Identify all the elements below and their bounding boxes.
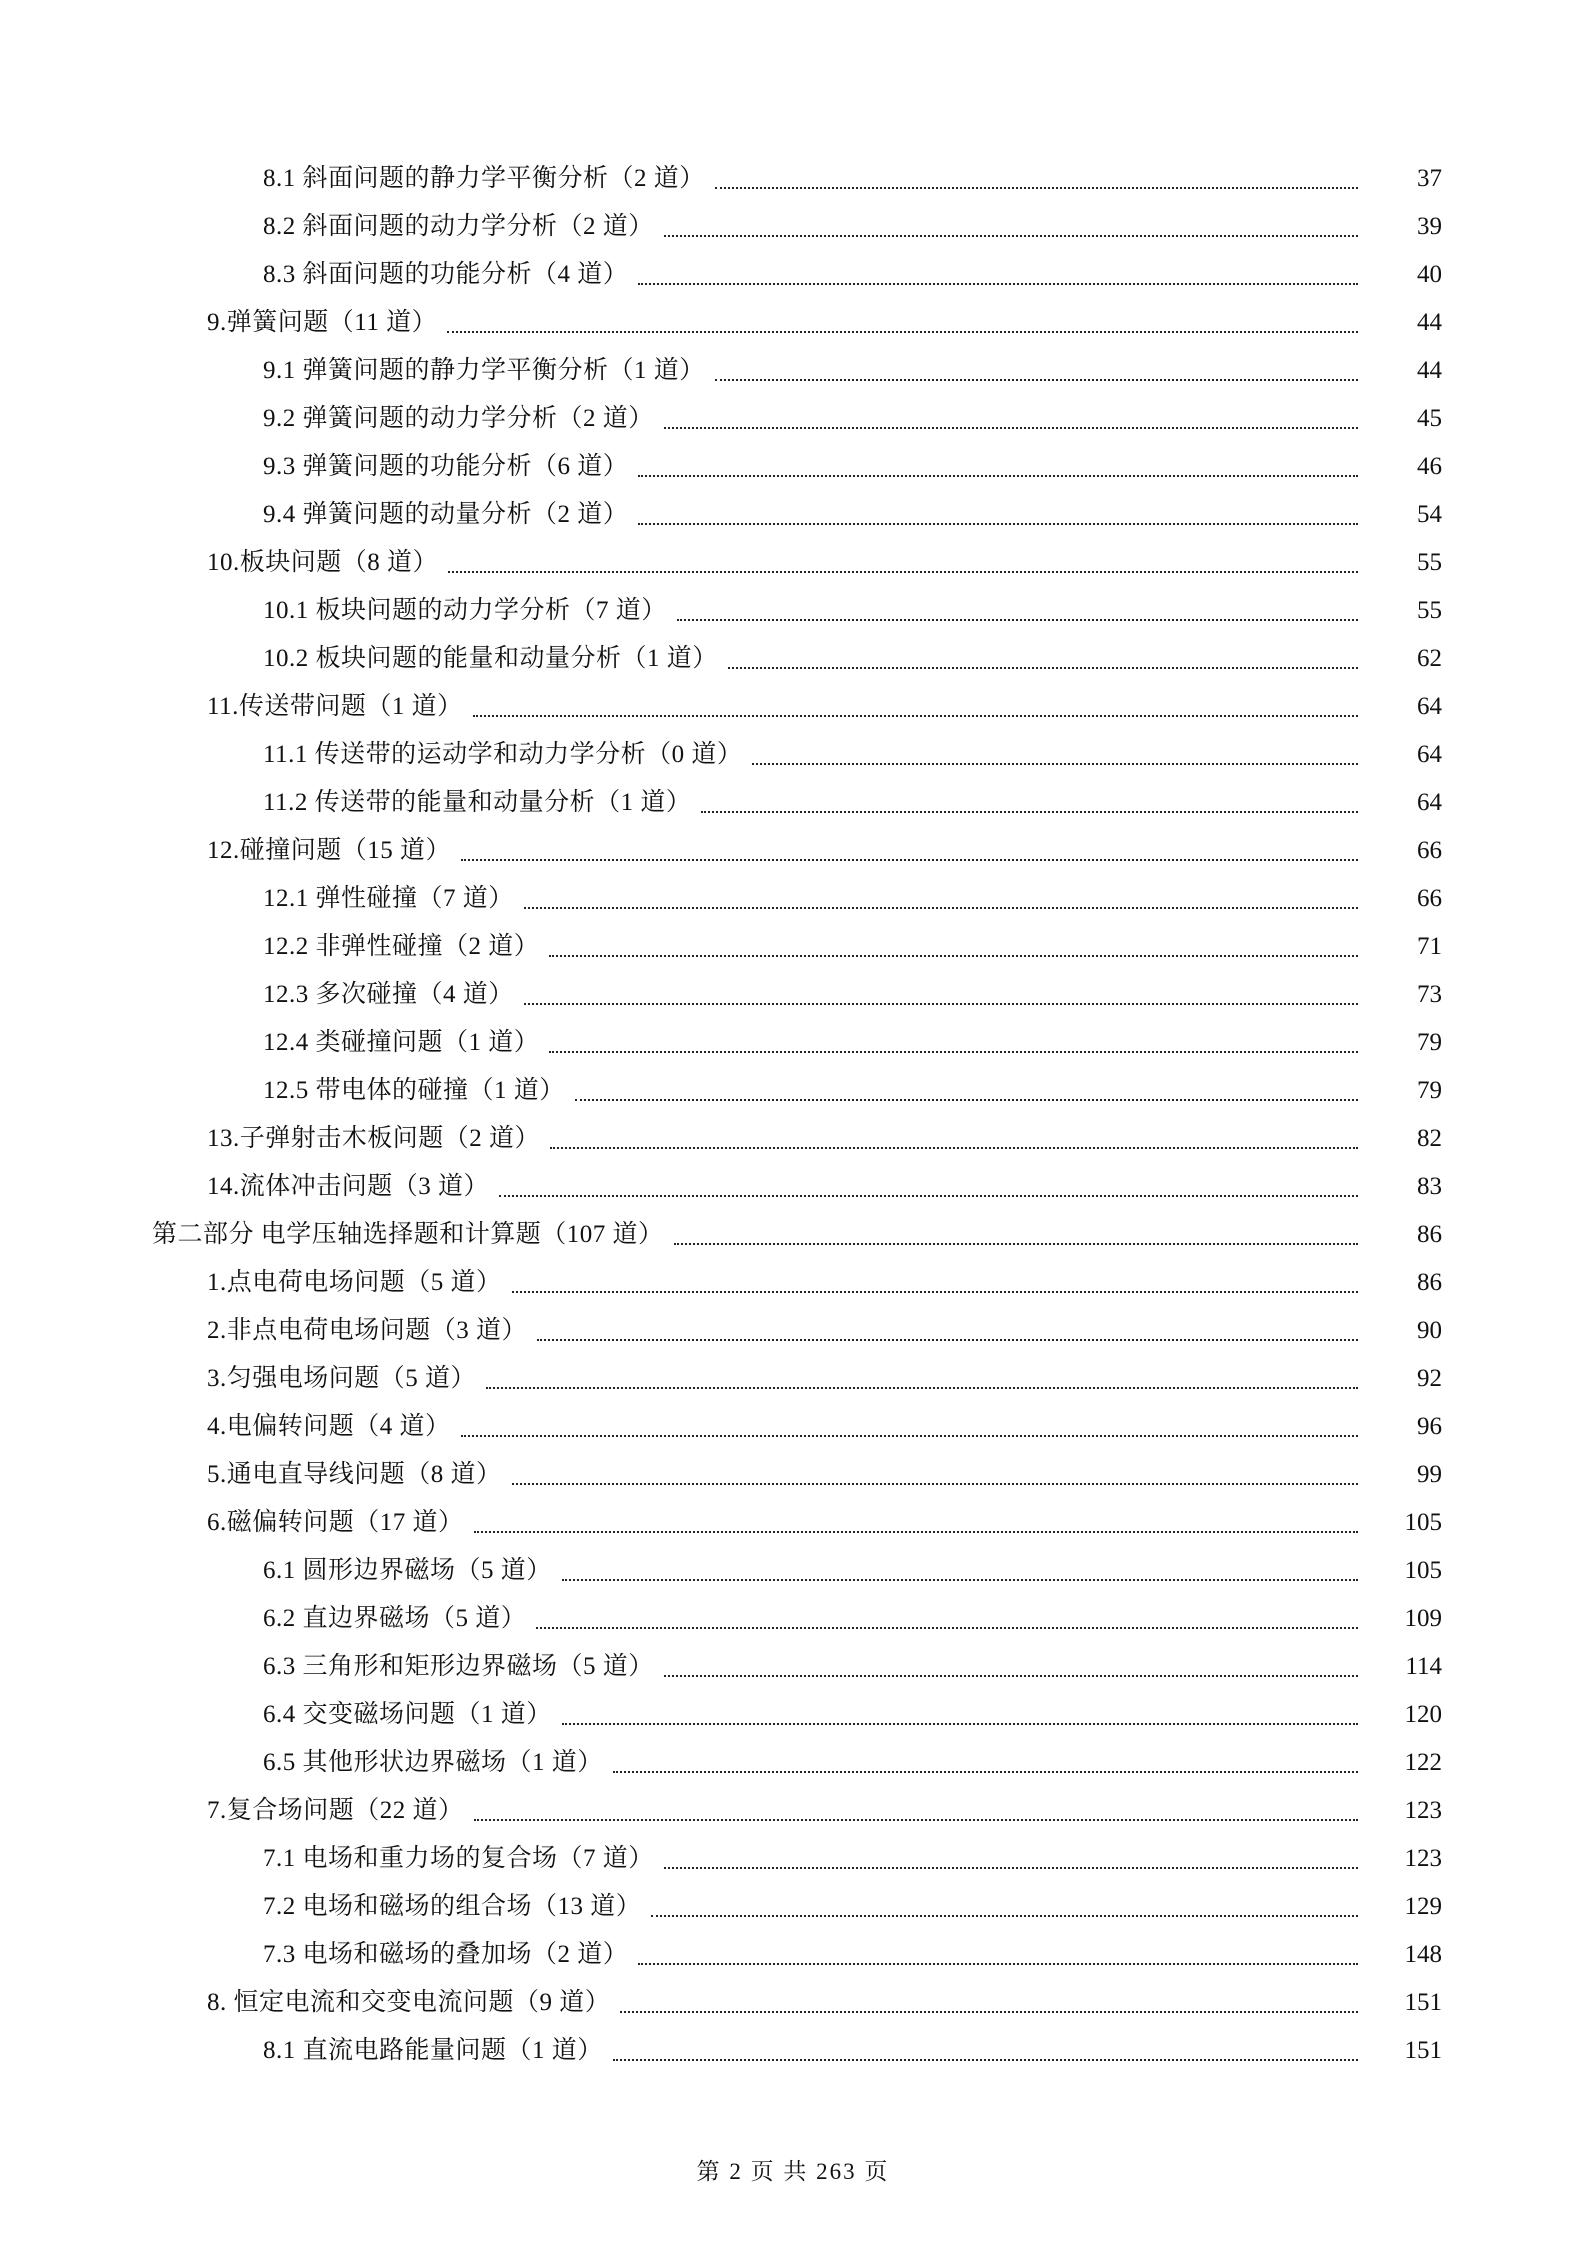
toc-entry-page-number: 92 <box>1417 1365 1442 1392</box>
toc-dot-leader <box>486 1387 1358 1389</box>
toc-dot-leader <box>651 1915 1358 1917</box>
toc-entry-title: 6.2 直边界磁场（5 道） <box>263 1605 527 1632</box>
toc-entry-page-number: 151 <box>1404 1989 1442 2016</box>
toc-entry[interactable] <box>0 729 1586 777</box>
toc-dot-leader <box>638 523 1358 525</box>
toc-dot-leader <box>664 1867 1358 1869</box>
toc-dot-leader <box>448 571 1358 573</box>
toc-entry-title: 10.板块问题（8 道） <box>207 549 439 576</box>
toc-entry-page-number: 99 <box>1417 1461 1442 1488</box>
toc-entry[interactable] <box>0 777 1586 825</box>
toc-entry[interactable] <box>0 201 1586 249</box>
toc-entry-page-number: 83 <box>1417 1173 1442 1200</box>
toc-entry-title: 9.3 弹簧问题的功能分析（6 道） <box>263 453 629 480</box>
toc-dot-leader <box>474 1819 1358 1821</box>
toc-dot-leader <box>499 1195 1358 1197</box>
toc-entry-title: 8.1 斜面问题的静力学平衡分析（2 道） <box>263 165 705 192</box>
toc-entry[interactable] <box>0 633 1586 681</box>
toc-dot-leader <box>461 859 1358 861</box>
toc-entry-page-number: 151 <box>1404 2037 1442 2064</box>
toc-entry[interactable] <box>0 441 1586 489</box>
toc-entry-page-number: 71 <box>1417 933 1442 960</box>
toc-entry-title: 12.3 多次碰撞（4 道） <box>263 981 514 1008</box>
toc-entry[interactable] <box>0 1449 1586 1497</box>
toc-entry[interactable] <box>0 1977 1586 2025</box>
toc-entry-title: 6.5 其他形状边界磁场（1 道） <box>263 1749 603 1776</box>
toc-dot-leader <box>613 2059 1358 2061</box>
toc-entry-title: 7.3 电场和磁场的叠加场（2 道） <box>263 1941 629 1968</box>
toc-dot-leader <box>674 1243 1358 1245</box>
toc-entry-page-number: 64 <box>1417 741 1442 768</box>
toc-dot-leader <box>461 1435 1358 1437</box>
toc-dot-leader <box>549 955 1358 957</box>
toc-entry[interactable] <box>0 2025 1586 2073</box>
toc-entry-title: 9.1 弹簧问题的静力学平衡分析（1 道） <box>263 357 705 384</box>
page-footer: 第 2 页 共 263 页 <box>696 2159 890 2184</box>
toc-entry-page-number: 40 <box>1417 261 1442 288</box>
toc-entry-title: 6.3 三角形和矩形边界磁场（5 道） <box>263 1653 654 1680</box>
toc-entry-page-number: 86 <box>1417 1269 1442 1296</box>
table-of-contents <box>0 153 1586 2073</box>
toc-entry[interactable] <box>0 1209 1586 1257</box>
toc-entry-page-number: 123 <box>1404 1797 1442 1824</box>
toc-dot-leader <box>524 907 1358 909</box>
toc-dot-leader <box>512 1483 1358 1485</box>
toc-entry-title: 8. 恒定电流和交变电流问题（9 道） <box>207 1989 611 2016</box>
toc-entry[interactable] <box>0 1641 1586 1689</box>
toc-dot-leader <box>537 1339 1358 1341</box>
toc-entry[interactable] <box>0 1017 1586 1065</box>
toc-dot-leader <box>536 1627 1358 1629</box>
toc-entry-page-number: 105 <box>1404 1509 1442 1536</box>
toc-entry-title: 9.弹簧问题（11 道） <box>207 309 438 336</box>
toc-entry-page-number: 73 <box>1417 981 1442 1008</box>
toc-entry[interactable] <box>0 1401 1586 1449</box>
toc-entry[interactable] <box>0 1353 1586 1401</box>
toc-entry-page-number: 120 <box>1404 1701 1442 1728</box>
toc-dot-leader <box>638 475 1358 477</box>
toc-entry-title: 12.1 弹性碰撞（7 道） <box>263 885 514 912</box>
toc-entry[interactable] <box>0 1833 1586 1881</box>
toc-dot-leader <box>677 619 1358 621</box>
toc-entry[interactable] <box>0 345 1586 393</box>
toc-entry[interactable] <box>0 825 1586 873</box>
toc-entry-title: 3.匀强电场问题（5 道） <box>207 1365 477 1392</box>
toc-entry-title: 6.4 交变磁场问题（1 道） <box>263 1701 552 1728</box>
toc-entry[interactable] <box>0 1929 1586 1977</box>
toc-entry-page-number: 90 <box>1417 1317 1442 1344</box>
toc-entry-title: 5.通电直导线问题（8 道） <box>207 1461 502 1488</box>
toc-dot-leader <box>512 1291 1358 1293</box>
toc-dot-leader <box>613 1771 1358 1773</box>
toc-dot-leader <box>715 187 1358 189</box>
toc-entry-title: 4.电偏转问题（4 道） <box>207 1413 451 1440</box>
toc-dot-leader <box>549 1051 1358 1053</box>
toc-entry-page-number: 129 <box>1404 1893 1442 1920</box>
toc-entry-title: 7.复合场问题（22 道） <box>207 1797 464 1824</box>
toc-entry-page-number: 86 <box>1417 1221 1442 1248</box>
toc-entry-page-number: 44 <box>1417 309 1442 336</box>
toc-entry-title: 12.5 带电体的碰撞（1 道） <box>263 1077 565 1104</box>
toc-dot-leader <box>562 1723 1358 1725</box>
toc-entry-page-number: 105 <box>1404 1557 1442 1584</box>
toc-entry[interactable] <box>0 1305 1586 1353</box>
toc-dot-leader <box>664 1675 1358 1677</box>
toc-dot-leader <box>473 715 1358 717</box>
toc-entry[interactable] <box>0 153 1586 201</box>
toc-entry-title: 8.3 斜面问题的功能分析（4 道） <box>263 261 629 288</box>
toc-entry-page-number: 79 <box>1417 1029 1442 1056</box>
toc-entry-title: 6.1 圆形边界磁场（5 道） <box>263 1557 552 1584</box>
toc-entry-page-number: 123 <box>1404 1845 1442 1872</box>
toc-entry-page-number: 82 <box>1417 1125 1442 1152</box>
toc-dot-leader <box>575 1099 1358 1101</box>
toc-entry-page-number: 46 <box>1417 453 1442 480</box>
toc-entry-title: 第二部分 电学压轴选择题和计算题（107 道） <box>152 1221 664 1248</box>
toc-entry[interactable] <box>0 537 1586 585</box>
toc-entry-page-number: 148 <box>1404 1941 1442 1968</box>
toc-entry-title: 2.非点电荷电场问题（3 道） <box>207 1317 528 1344</box>
toc-entry[interactable] <box>0 1257 1586 1305</box>
toc-entry[interactable] <box>0 1689 1586 1737</box>
toc-entry[interactable] <box>0 297 1586 345</box>
toc-dot-leader <box>664 427 1358 429</box>
toc-entry[interactable] <box>0 681 1586 729</box>
toc-entry-page-number: 54 <box>1417 501 1442 528</box>
toc-entry-title: 6.磁偏转问题（17 道） <box>207 1509 464 1536</box>
toc-entry-page-number: 64 <box>1417 693 1442 720</box>
toc-entry-title: 1.点电荷电场问题（5 道） <box>207 1269 502 1296</box>
toc-entry-title: 11.2 传送带的能量和动量分析（1 道） <box>263 789 692 816</box>
toc-entry[interactable] <box>0 873 1586 921</box>
toc-entry-page-number: 37 <box>1417 165 1442 192</box>
toc-dot-leader <box>524 1003 1358 1005</box>
toc-entry-title: 8.2 斜面问题的动力学分析（2 道） <box>263 213 654 240</box>
toc-entry[interactable] <box>0 1065 1586 1113</box>
toc-dot-leader <box>728 667 1358 669</box>
toc-dot-leader <box>638 283 1358 285</box>
toc-entry[interactable] <box>0 1161 1586 1209</box>
toc-dot-leader <box>638 1963 1358 1965</box>
toc-entry[interactable] <box>0 489 1586 537</box>
toc-entry-page-number: 79 <box>1417 1077 1442 1104</box>
toc-entry-page-number: 62 <box>1417 645 1442 672</box>
toc-entry-page-number: 114 <box>1405 1653 1442 1680</box>
toc-entry-title: 7.1 电场和重力场的复合场（7 道） <box>263 1845 654 1872</box>
toc-entry-page-number: 44 <box>1417 357 1442 384</box>
toc-entry[interactable] <box>0 1497 1586 1545</box>
toc-entry[interactable] <box>0 249 1586 297</box>
toc-entry[interactable] <box>0 1545 1586 1593</box>
toc-entry-title: 7.2 电场和磁场的组合场（13 道） <box>263 1893 642 1920</box>
toc-entry-page-number: 39 <box>1417 213 1442 240</box>
toc-entry-title: 12.4 类碰撞问题（1 道） <box>263 1029 540 1056</box>
toc-entry-page-number: 96 <box>1417 1413 1442 1440</box>
toc-entry-page-number: 55 <box>1417 597 1442 624</box>
toc-entry[interactable] <box>0 585 1586 633</box>
toc-entry[interactable] <box>0 1593 1586 1641</box>
toc-entry-page-number: 64 <box>1417 789 1442 816</box>
toc-entry[interactable] <box>0 393 1586 441</box>
toc-entry-title: 11.传送带问题（1 道） <box>207 693 463 720</box>
toc-entry-title: 9.2 弹簧问题的动力学分析（2 道） <box>263 405 654 432</box>
toc-entry-title: 12.2 非弹性碰撞（2 道） <box>263 933 540 960</box>
toc-entry-page-number: 66 <box>1417 837 1442 864</box>
toc-dot-leader <box>664 235 1358 237</box>
toc-dot-leader <box>447 331 1358 333</box>
toc-dot-leader <box>562 1579 1358 1581</box>
toc-dot-leader <box>550 1147 1358 1149</box>
toc-entry-title: 9.4 弹簧问题的动量分析（2 道） <box>263 501 629 528</box>
toc-entry[interactable] <box>0 1113 1586 1161</box>
toc-entry-page-number: 109 <box>1404 1605 1442 1632</box>
toc-entry-page-number: 122 <box>1404 1749 1442 1776</box>
toc-entry-title: 13.子弹射击木板问题（2 道） <box>207 1125 541 1152</box>
toc-entry-page-number: 55 <box>1417 549 1442 576</box>
toc-entry-title: 10.2 板块问题的能量和动量分析（1 道） <box>263 645 718 672</box>
toc-entry[interactable] <box>0 921 1586 969</box>
toc-entry-title: 12.碰撞问题（15 道） <box>207 837 452 864</box>
toc-entry-title: 11.1 传送带的运动学和动力学分析（0 道） <box>263 741 743 768</box>
toc-entry-title: 14.流体冲击问题（3 道） <box>207 1173 490 1200</box>
toc-entry[interactable] <box>0 969 1586 1017</box>
toc-dot-leader <box>752 763 1358 765</box>
toc-dot-leader <box>474 1531 1358 1533</box>
toc-dot-leader <box>620 2011 1358 2013</box>
toc-entry[interactable] <box>0 1785 1586 1833</box>
toc-entry[interactable] <box>0 1881 1586 1929</box>
toc-dot-leader <box>715 379 1358 381</box>
toc-dot-leader <box>701 811 1358 813</box>
toc-entry-page-number: 66 <box>1417 885 1442 912</box>
toc-entry[interactable] <box>0 1737 1586 1785</box>
toc-entry-title: 10.1 板块问题的动力学分析（7 道） <box>263 597 667 624</box>
toc-entry-title: 8.1 直流电路能量问题（1 道） <box>263 2037 603 2064</box>
toc-entry-page-number: 45 <box>1417 405 1442 432</box>
